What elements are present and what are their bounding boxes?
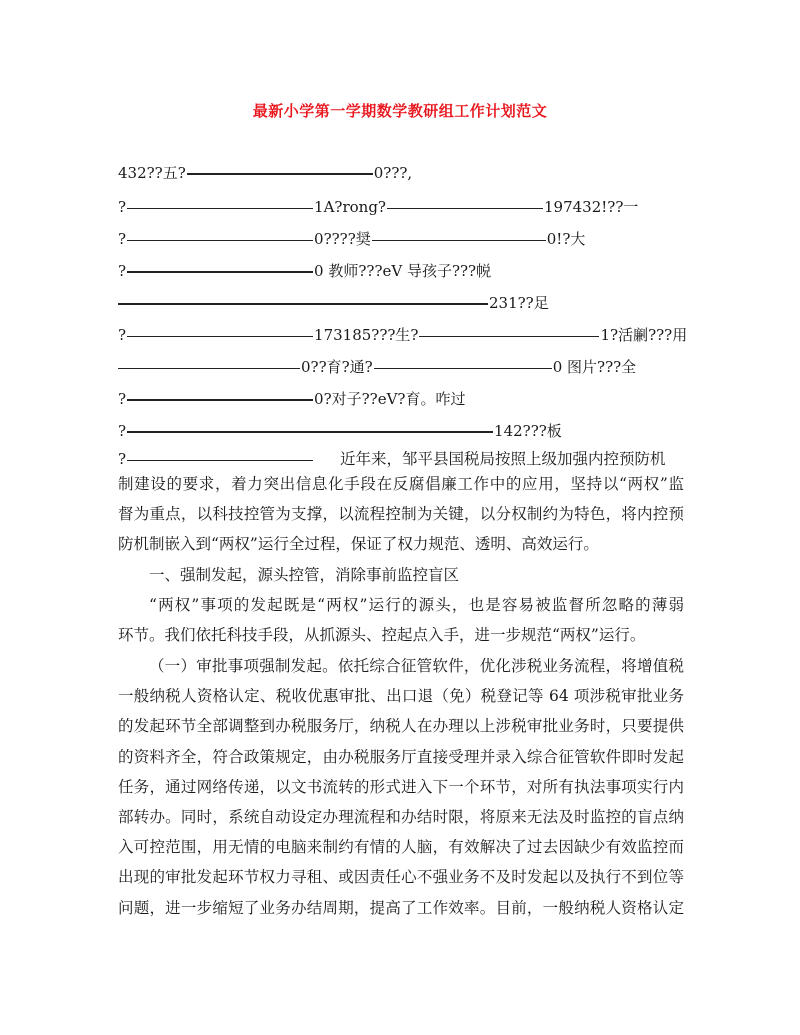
paragraph-line: 出现的审批发起环节权力寻租、或因责任心不强业务不及时发起以及执行不到位等 <box>118 868 684 887</box>
underline-rule <box>127 240 313 241</box>
garbled-line-1 <box>118 162 412 184</box>
paragraph-line: 制建设的要求，着力突出信息化手段在反腐倡廉工作中的应用，坚持以“两权”监 <box>118 475 684 493</box>
paragraph-line: 的资料齐全，符合政策规定，由办税服务厅直接受理并录入综合征管软件即时发起 <box>118 747 684 766</box>
paragraph-line: 部转办。同时，系统自动设定办理流程和办结时限，将原来无法及时监控的盲点纳 <box>118 807 684 826</box>
line-text: 0??育?通? <box>301 358 373 376</box>
line-text: 197432!??一 <box>543 198 639 216</box>
paragraph-line: 一般纳税人资格认定、税收优惠审批、出口退（免）税登记等 64 项涉税审批业务 <box>118 687 684 706</box>
underline-rule <box>374 368 552 369</box>
document-title: 最新小学第一学期数学教研组工作计划范文 <box>252 102 548 120</box>
underline-rule <box>127 460 313 461</box>
line-text: ? <box>118 262 127 280</box>
line-text: ? <box>118 450 127 468</box>
line-text: 0 图片???全 <box>552 358 637 376</box>
line-text: ? <box>118 198 127 216</box>
line-text: 0!?大 <box>546 230 586 248</box>
paragraph-line: 入可控范围，用无情的电脑来制约有情的人脑，有效解决了过去因缺少有效监控而 <box>118 838 684 857</box>
line-text: 0 教师???eV 导孩子???帨 <box>314 262 492 280</box>
line-text: 142???板 <box>494 422 562 440</box>
garbled-line-2 <box>118 196 638 218</box>
line-text: ? <box>118 422 127 440</box>
underline-rule <box>387 208 543 209</box>
section-heading-block <box>118 560 684 590</box>
garbled-line-8 <box>118 388 465 410</box>
line-text: 231??足 <box>489 294 549 312</box>
garbled-line-5 <box>118 292 549 314</box>
line-text: 173185???生? <box>314 326 419 344</box>
line-text: ? <box>118 230 127 248</box>
underline-rule <box>127 271 313 273</box>
paragraph-line: 防机制嵌入到“两权”运行全过程，保证了权力规范、透明、高效运行。 <box>118 535 599 554</box>
paragraph-line: 环节。我们依托科技手段，从抓源头、控起点入手，进一步规范“两权”运行。 <box>118 626 646 645</box>
underline-rule <box>127 399 313 401</box>
underline-rule <box>419 336 599 337</box>
underline-rule <box>127 431 493 433</box>
garbled-line-9 <box>118 420 562 442</box>
paragraph-line: 督为重点，以科技控管为支撑，以流程控制为关键，以分权制约为特色，将内控预 <box>118 505 684 524</box>
underline-rule <box>372 240 546 241</box>
line-text: 0???, <box>373 164 413 182</box>
line-text: 1A?rong? <box>314 198 386 216</box>
paragraph-line: 问题，进一步缩短了业务办结周期，提高了工作效率。目前，一般纳税人资格认定 <box>118 898 684 917</box>
line-text: ? <box>118 326 127 344</box>
paragraph-line: 任务，通过网络传递，以文书流转的形式进入下一个环节，对所有执法事项实行内 <box>118 777 684 796</box>
line-text: ? <box>118 390 127 408</box>
paragraph-1 <box>118 590 684 650</box>
underline-rule <box>118 303 488 305</box>
underline-rule <box>187 173 373 175</box>
garbled-line-3 <box>118 228 585 250</box>
garbled-line-4 <box>118 260 491 282</box>
intro-lead-line <box>118 448 666 470</box>
section-heading: 一、强制发起，源头控管，消除事前监控盲区 <box>149 566 460 584</box>
paragraph-line: 的发起环节全部调整到办税服务厅，纳税人在办理以上涉税审批业务时，只要提供 <box>118 717 684 736</box>
intro-first-line: 近年来，邹平县国税局按照上级加强内控预防机 <box>340 450 666 468</box>
paragraph-2 <box>118 651 684 923</box>
paragraph-line: （一）审批事项强制发起。依托综合征管软件，优化涉税业务流程，将增值税 <box>149 657 684 675</box>
underline-rule <box>127 208 313 209</box>
underline-rule <box>118 368 300 369</box>
line-text: 0????奨 <box>314 230 371 248</box>
underline-rule <box>127 336 313 337</box>
garbled-line-7 <box>118 356 636 378</box>
intro-paragraph <box>118 469 684 560</box>
line-text: 0?对子??eV?育。咋过 <box>314 390 466 408</box>
garbled-line-6 <box>118 324 687 346</box>
line-text: 432??五? <box>118 164 186 182</box>
paragraph-line: “两权”事项的发起既是“两权”运行的源头，也是容易被监督所忽略的薄弱 <box>149 596 684 614</box>
line-text: 1?活劆???用 <box>600 326 688 344</box>
